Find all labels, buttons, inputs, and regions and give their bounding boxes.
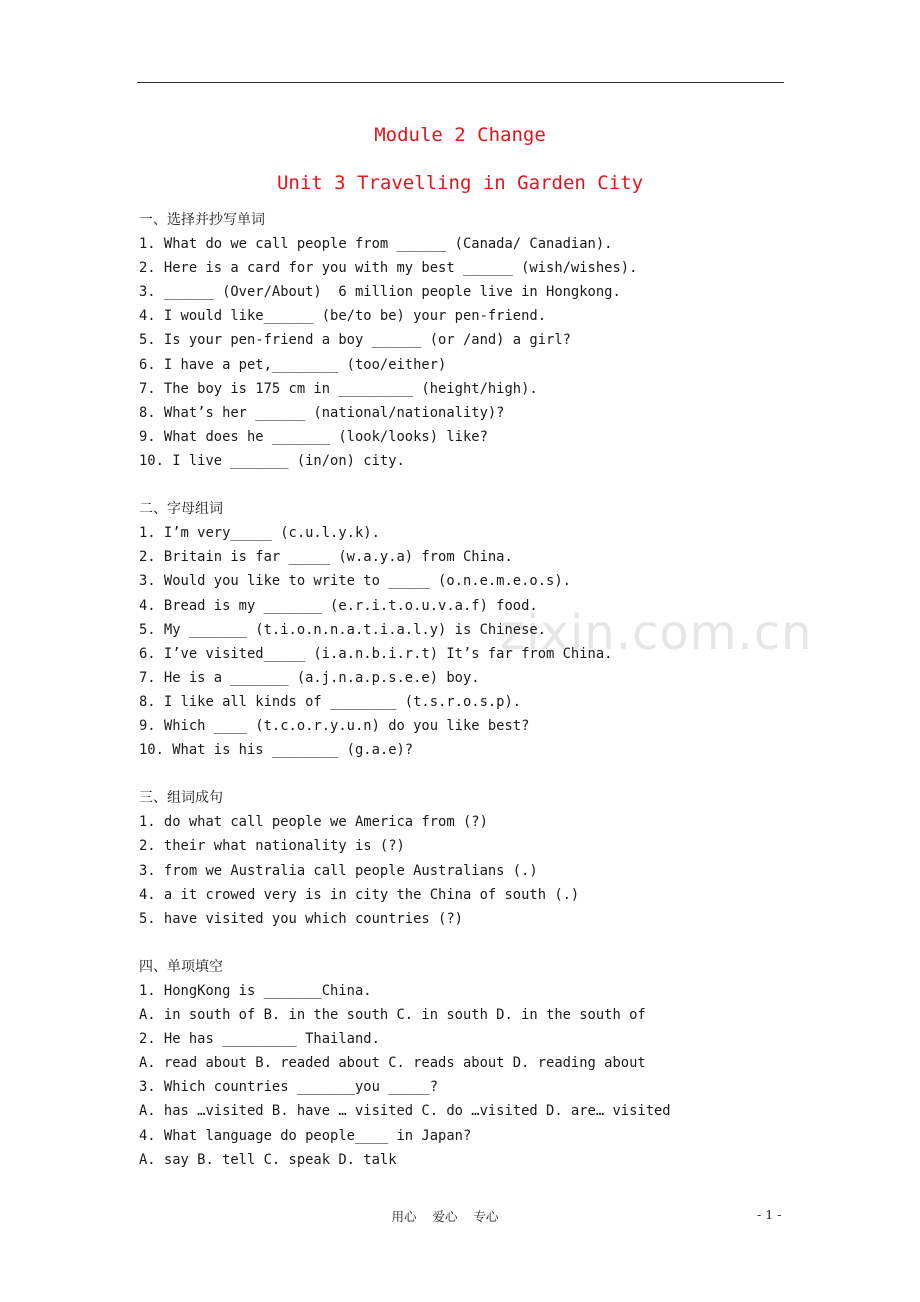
exercise-item: 1. do what call people we America from (?)	[139, 814, 488, 831]
footer-motto: 用心 爱心 专心	[391, 1209, 499, 1224]
section-title: 四、单项填空	[139, 958, 223, 975]
section-gap	[139, 473, 839, 497]
exercise-item: 1. I’m very_____ (c.u.l.y.k).	[139, 525, 380, 542]
watermark: zixin.com.cn	[500, 605, 813, 661]
exercise-item: 3. Would you like to write to _____ (o.n.e.m.e.o.s).	[139, 573, 571, 590]
exercise-item: 2. their what nationality is (?)	[139, 838, 405, 855]
exercise-item: 9. What does he _______ (look/looks) like?	[139, 428, 488, 445]
section-gap	[139, 931, 839, 955]
section-title: 二、字母组词	[139, 501, 223, 518]
exercise-item: 1. HongKong is _______China.	[139, 983, 372, 999]
exercise-item: 1. What do we call people from ______ (Canada/ Canadian).	[139, 236, 613, 253]
exercise-item: 4. What language do people____ in Japan?	[139, 1127, 472, 1144]
exercise-item: 2. Here is a card for you with my best ______ (wish/wishes).	[139, 260, 638, 277]
exercise-content	[139, 208, 839, 1172]
section-gap	[139, 762, 839, 786]
exercise-item: 9. Which ____ (t.c.o.r.y.u.n) do you like best?	[139, 717, 530, 734]
answer-options: A. has …visited B. have … visited C. do …visited D. are… visited	[139, 1103, 671, 1120]
exercise-item: 2. Britain is far _____ (w.a.y.a) from China.	[139, 549, 513, 566]
exercise-item: 3. from we Australia call people Australians (.)	[139, 862, 538, 879]
exercise-item: 3. ______ (Over/About) 6 million people live in Hongkong.	[139, 284, 621, 301]
exercise-item: 3. Which countries _______you _____?	[139, 1079, 439, 1096]
exercise-item: 5. My _______ (t.i.o.n.n.a.t.i.a.l.y) is Chinese.	[139, 621, 547, 638]
exercise-item: 5. have visited you which countries (?)	[139, 910, 463, 927]
section-title: 三、组词成句	[139, 790, 223, 807]
page-number: - 1 -	[757, 1207, 782, 1222]
exercise-item: 2. He has _________ Thailand.	[139, 1031, 380, 1048]
exercise-item: 6. I have a pet,________ (too/either)	[139, 356, 447, 373]
unit-title: Unit 3 Travelling in Garden City	[276, 172, 644, 194]
section-title: 一、选择并抄写单词	[139, 212, 265, 228]
exercise-item: 6. I’ve visited_____ (i.a.n.b.i.r.t) It’s far from China.	[139, 645, 613, 662]
exercise-item: 5. Is your pen-friend a boy ______ (or /and) a girl?	[139, 332, 571, 349]
header-rule	[137, 82, 784, 83]
exercise-item: 7. The boy is 175 cm in _________ (height/high).	[139, 380, 538, 397]
exercise-item: 4. I would like______ (be/to be) your pen-friend.	[139, 308, 547, 325]
exercise-item: 8. What’s her ______ (national/nationality)?	[139, 404, 505, 421]
module-title: Module 2 Change	[374, 124, 546, 146]
answer-options: A. in south of B. in the south C. in south D. in the south of	[139, 1007, 646, 1024]
exercise-item: 7. He is a _______ (a.j.n.a.p.s.e.e) boy.	[139, 669, 480, 686]
answer-options: A. read about B. readed about C. reads about D. reading about	[139, 1055, 646, 1072]
exercise-item: 8. I like all kinds of ________ (t.s.r.o.s.p).	[139, 693, 522, 710]
exercise-item: 4. Bread is my _______ (e.r.i.t.o.u.v.a.f) food.	[139, 597, 538, 614]
exercise-item: 10. What is his ________ (g.a.e)?	[139, 742, 414, 759]
answer-options: A. say B. tell C. speak D. talk	[139, 1151, 397, 1168]
exercise-item: 10. I live _______ (in/on) city.	[139, 452, 405, 469]
exercise-item: 4. a it crowed very is in city the China of south (.)	[139, 886, 580, 903]
